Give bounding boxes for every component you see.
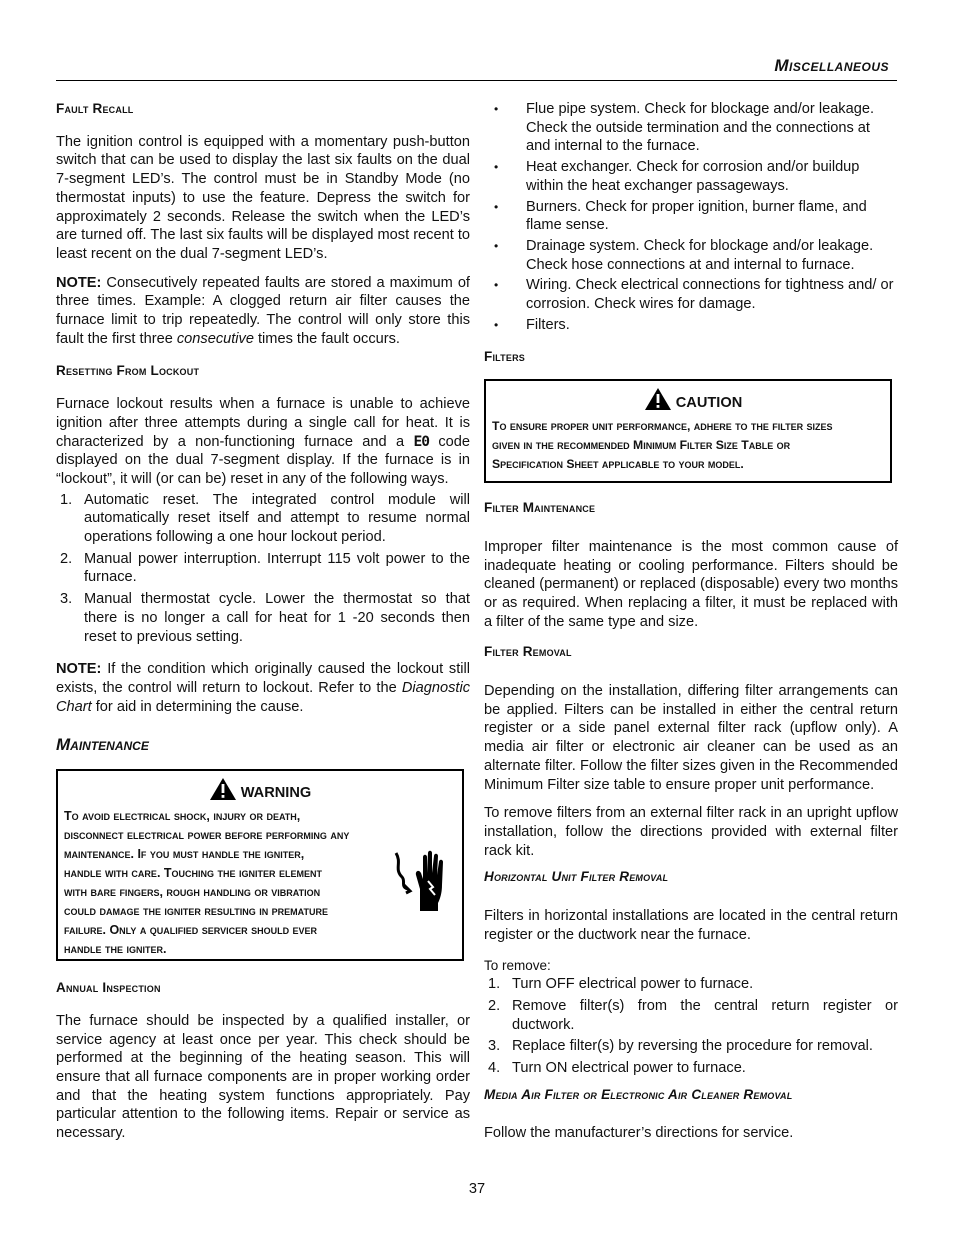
list-item: 1. Turn OFF electrical power to furnace. (488, 976, 754, 993)
heading-maintenance: Maintenance (56, 735, 149, 755)
note-text-b: times the fault occurs. (253, 330, 400, 347)
right-column (484, 100, 898, 1153)
heading-filter-removal: Filter Removal (484, 644, 572, 660)
list-item: 2. Manual power interruption. Interrupt 115 volt power to the furnace. (60, 550, 470, 586)
note-text-a: Consecutively repeated faults are stored a maximum of three times. Example: A clogged return air filter causes the furnace limit to trip repeatedly. The control will only store this fault the first three (56, 274, 470, 347)
to-remove-label: To remove: (484, 957, 551, 973)
caution-box (484, 379, 892, 483)
warning-title: WARNING (240, 784, 312, 801)
list-item: 3. Manual thermostat cycle. Lower the thermostat so that there is no longer a call for heat for 1 -20 seconds then reset to previous setting. (60, 591, 470, 645)
filter-removal-paragraph-2: To remove filters from an external filter rack in an upright upflow installation, follow the directions provided with external filter rack kit. (484, 805, 898, 859)
list-item: 1. Automatic reset. The integrated control module will automatically reset itself and attempt to resume normal operations following a one hour lockout period. (60, 491, 470, 546)
list-item: • Wiring. Check electrical connections for tightness and/ or corrosion. Check wires for damage. (484, 276, 898, 313)
lockout-paragraph (56, 395, 470, 489)
lockout-text-a: Furnace lockout results when a furnace is unable to achieve ignition after three attempts during a single call for heat. It is characterized by a non-functioning furnace and a (56, 396, 470, 450)
heading-media-air-filter-removal: Media Air Filter or Electronic Air Cleaner Removal (484, 1086, 793, 1102)
running-header (56, 52, 897, 81)
heading-resetting-lockout: Resetting From Lockout (56, 363, 200, 379)
caution-title: CAUTION (675, 395, 743, 411)
heading-filters: Filters (484, 349, 525, 365)
list-item: 4. Turn ON electrical power to furnace. (488, 1060, 746, 1077)
list-item: • Drainage system. Check for blockage and/or leakage. Check hose connections at and internal to furnace. (484, 237, 898, 274)
left-column (56, 100, 470, 1153)
electrical-hazard-hand-icon (392, 849, 450, 917)
media-paragraph: Follow the manufacturer’s directions for service. (484, 1125, 794, 1142)
note-italic: consecutive (176, 330, 254, 347)
note-label: NOTE: (56, 661, 102, 678)
heading-fault-recall: Fault Recall (56, 101, 134, 116)
heading-annual-inspection: Annual Inspection (56, 980, 161, 996)
heading-filter-maintenance: Filter Maintenance (484, 500, 596, 516)
horizontal-paragraph: Filters in horizontal installations are located in the central return register or the ductwork near the furnace. (484, 908, 898, 943)
list-item: 2. Remove filter(s) from the central return register or ductwork. (488, 997, 898, 1033)
horizontal-removal-steps (484, 975, 898, 1078)
page-number: 37 (468, 1181, 486, 1197)
lockout-text-b: code displayed on the dual 7-segment display. If the furnace is in “lockout”, it will (or can be) reset in any of the following ways. (56, 433, 470, 487)
list-item: • Flue pipe system. Check for blockage and/or leakage. Check the outside termination and the connections at and internal to the furnace. (484, 100, 898, 156)
lockout-note: NOTE: If the condition which originally caused the lockout still exists, the control will return to lockout. Refer to the Diagnostic Chart for aid in determining the cause. (56, 661, 470, 715)
note-label: NOTE: (56, 274, 102, 291)
warning-triangle-icon (209, 777, 237, 809)
warning-box (56, 769, 464, 961)
list-item: • Filters. (484, 316, 898, 335)
filter-maintenance-paragraph: Improper filter maintenance is the most common cause of inadequate heating or cooling performance. Filters should be cleaned (permanent) or replaced (disposable) every two months or as required. When replacing a filter, it must be replaced with a filter of the same type and size. (484, 538, 898, 630)
fault-recall-paragraph: The ignition control is equipped with a momentary push-button switch that can be used to display the last six faults on the dual 7-segment LED’s. The control must be in Standby Mode (no thermostat inputs) to use the feature. Depress the switch for approximately 2 seconds. Release the switch when the LED’s are turned off. The last six faults will be displayed most recent to least recent on the dual 7-segment LED’s. (56, 133, 470, 262)
lockout-code-display: E0 (413, 432, 430, 450)
caution-title-row (492, 387, 884, 411)
lockout-reset-list (56, 491, 470, 647)
heading-horizontal-filter-removal: Horizontal Unit Filter Removal (484, 869, 669, 885)
warning-title-row (64, 777, 456, 801)
list-item: 3. Replace filter(s) by reversing the procedure for removal. (488, 1038, 873, 1055)
fault-recall-note (56, 274, 470, 349)
section-title: Miscellaneous (774, 56, 889, 75)
inspection-bullet-list (484, 100, 898, 334)
caution-triangle-icon (644, 387, 672, 419)
list-item: • Heat exchanger. Check for corrosion and/or buildup within the heat exchanger passageways. (484, 158, 898, 195)
annual-paragraph: The furnace should be inspected by a qualified installer, or service agency at least once per year. This check should be performed at the beginning of the heating season. This will ensure that all furnace components are in proper working order and that the heating system functions appropriately. Pay particular attention to the following items. Repair or service as necessary. (56, 1012, 470, 1142)
caution-text: To ensure proper unit performance, adhere to the filter sizes given in the recommended Minimum Filter Size Table or Specification Sheet applicable to your model. (492, 419, 833, 472)
filter-removal-paragraph-1: Depending on the installation, differing filter arrangements can be applied. Filters can be installed in either the central return register or a side panel external filter rack (upflow only). A media air filter or electronic air cleaner can be used as an alternate filter. Follow the filter sizes given in the Recommended Minimum Filter size table to ensure proper unit performance. (484, 683, 898, 793)
list-item: • Burners. Check for proper ignition, burner flame, and flame sense. (484, 198, 898, 235)
warning-text: To avoid electrical shock, injury or death, disconnect electrical power before performing any maintenance. If you must handle the igniter, handle with care. Touching the igniter element with bare fingers, rough handling or vibration could damage the igniter resulting in premature failure. Only a qualified servicer should ever handle the igniter. (64, 809, 350, 957)
